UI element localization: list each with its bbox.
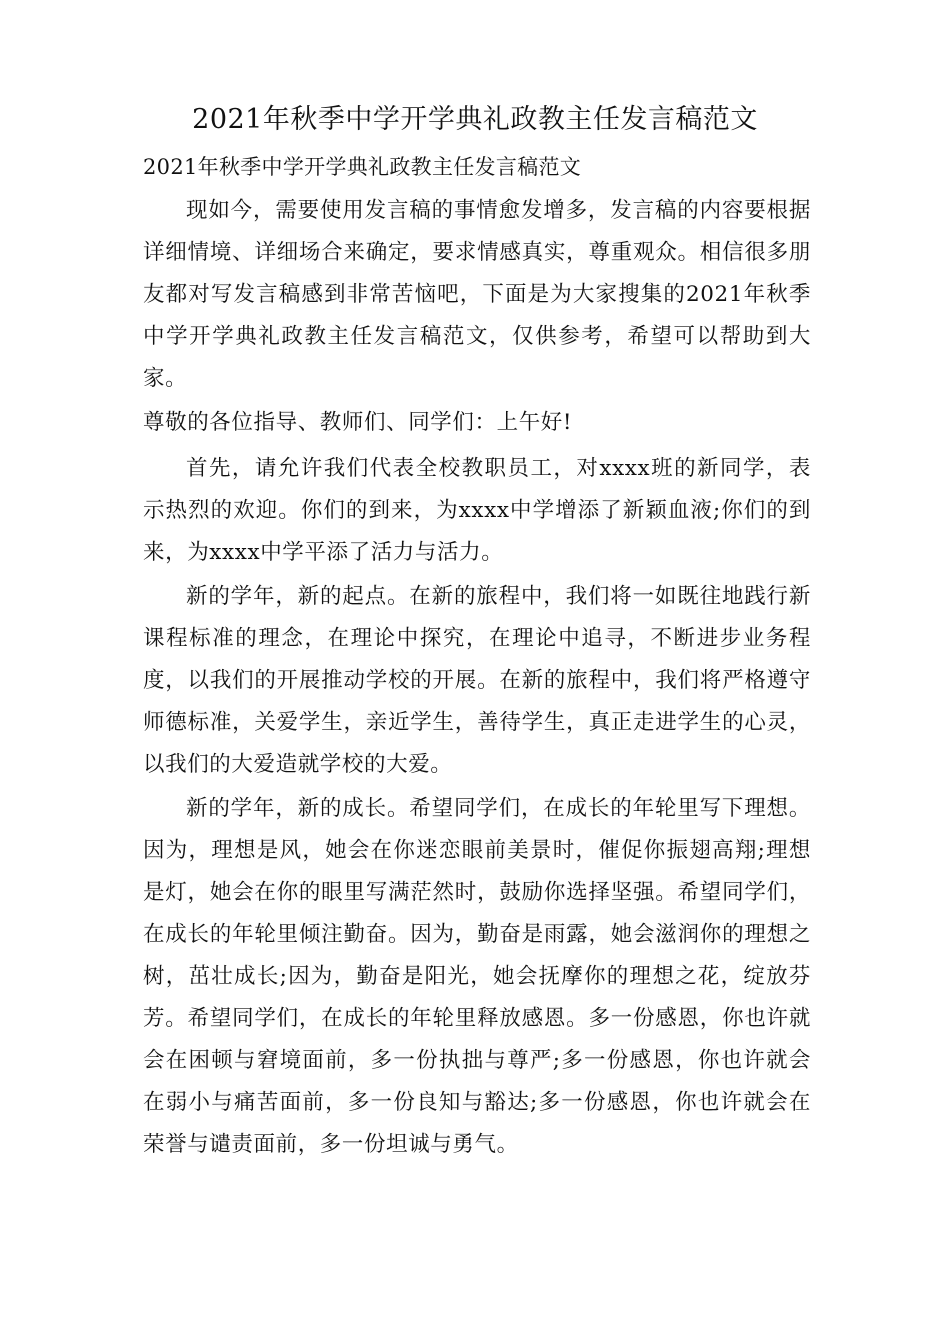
greeting-line: 尊敬的各位指导、教师们、同学们：上午好! [143,410,573,435]
intro-paragraph: 现如今，需要使用发言稿的事情愈发增多，发言稿的内容要根据详细情境、详细场合来确定，要求情感真实，尊重观众。相信很多朋友都对写发言稿感到非常苦恼吧，下面是为大家搜集的2021年秋季中学开学典礼政教主任发言稿范文，仅供参考，希望可以帮助到大家。 [143,198,811,391]
body-paragraph-new-growth: 新的学年，新的成长。希望同学们，在成长的年轮里写下理想。因为，理想是风，她会在你迷恋眼前美景时，催促你振翅高翔;理想是灯，她会在你的眼里写满茫然时，鼓励你选择坚强。希望同学们，在成长的年轮里倾注勤奋。因为，勤奋是雨露，她会滋润你的理想之树，茁壮成长;因为，勤奋是阳光，她会抚摩你的理想之花，绽放芬芳。希望同学们，在成长的年轮里释放感恩。多一份感恩，你也许就会在困顿与窘境面前，多一份执拙与尊严;多一份感恩，你也许就会在弱小与痛苦面前，多一份良知与豁达;多一份感恩，你也许就会在荣誉与谴责面前，多一份坦诚与勇气。 [143,796,811,1157]
body-paragraph-welcome: 首先，请允许我们代表全校教职员工，对xxxx班的新同学，表示热烈的欢迎。你们的到来，为xxxx中学增添了新颖血液;你们的到来，为xxxx中学平添了活力与活力。 [143,456,811,565]
document-body [143,150,811,1168]
document-subtitle: 2021年秋季中学开学典礼政教主任发言稿范文 [143,155,582,179]
body-paragraph-new-start: 新的学年，新的起点。在新的旅程中，我们将一如既往地践行新课程标准的理念，在理论中探究，在理论中追寻，不断进步业务程度，以我们的开展推动学校的开展。在新的旅程中，我们将严格遵守师德标准，关爱学生，亲近学生，善待学生，真正走进学生的心灵，以我们的大爱造就学校的大爱。 [143,584,811,777]
document-title: 2021年秋季中学开学典礼政教主任发言稿范文 [192,104,758,135]
